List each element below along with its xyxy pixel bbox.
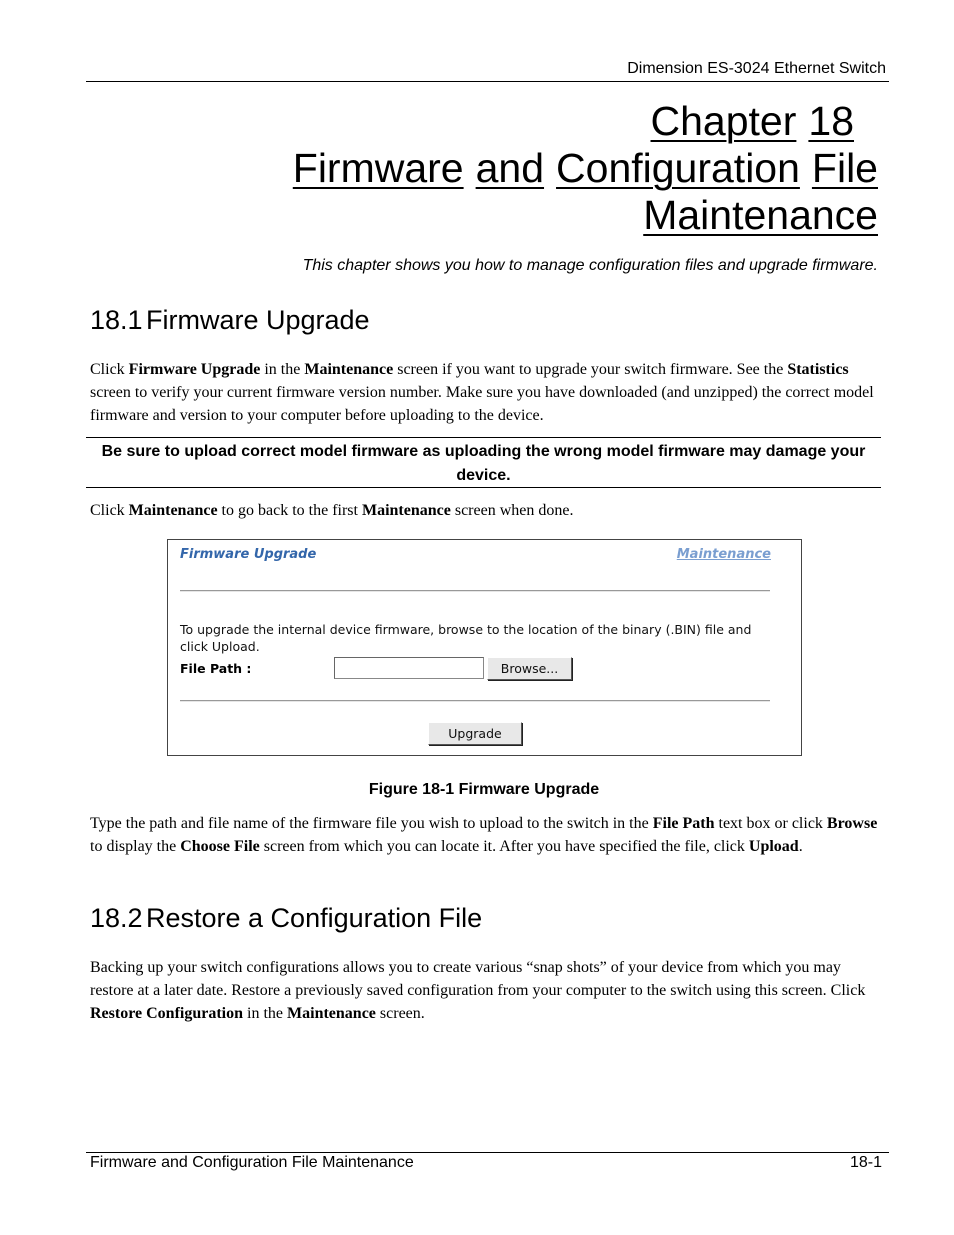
text-run: Click — [90, 361, 129, 378]
firmware-upgrade-screenshot — [167, 539, 802, 756]
text-run: in the — [243, 1005, 288, 1022]
bold-term: Browse — [826, 815, 878, 832]
text-run: screen. — [375, 1005, 425, 1022]
chapter-title-line-2 — [293, 145, 878, 191]
note-box — [86, 437, 881, 488]
section-heading-firmware-upgrade — [90, 305, 370, 336]
text-run: screen to verify your current firmware version number. Make sure you have downloaded (and unzipped) the correct model firmware and version to your computer before uploading to the device. — [90, 384, 874, 424]
section-heading-restore-configuration — [90, 903, 482, 934]
footer-page-number: 18-1 — [849, 1154, 882, 1171]
paragraph — [90, 358, 885, 427]
footer-rule — [86, 1152, 889, 1153]
bold-term: Restore Configuration — [90, 1005, 244, 1022]
bold-term: Maintenance — [128, 502, 218, 519]
chapter-title-word: and — [475, 145, 545, 191]
text-run: to go back to the first — [217, 502, 362, 519]
bold-term: Maintenance — [304, 361, 394, 378]
chapter-title-line-3 — [643, 192, 878, 238]
chapter-title-word: Firmware — [292, 145, 464, 191]
text-run: Click — [90, 502, 129, 519]
chapter-title — [258, 98, 878, 239]
chapter-word: Chapter — [650, 98, 797, 144]
text-run: screen if you want to upgrade your switch firmware. See the — [393, 361, 788, 378]
bold-term: File Path — [652, 815, 715, 832]
chapter-intro: This chapter shows you how to manage configuration files and upgrade firmware. — [302, 257, 878, 274]
text-run: Type the path and file name of the firmware file you wish to upload to the switch in the — [90, 815, 653, 832]
paragraph — [90, 956, 885, 1025]
bold-term: Firmware Upgrade — [128, 361, 261, 378]
text-run: in the — [260, 361, 305, 378]
header-rule — [86, 81, 889, 82]
chapter-number: 18 — [808, 98, 854, 144]
upgrade-button[interactable]: Upgrade — [428, 722, 522, 745]
bold-term: Statistics — [787, 361, 849, 378]
paragraph — [90, 499, 885, 522]
browse-button[interactable]: Browse... — [487, 657, 572, 680]
figure-caption: Figure 18-1 Firmware Upgrade — [368, 781, 600, 798]
file-path-input[interactable] — [334, 657, 484, 679]
panel-divider — [180, 590, 770, 592]
paragraph — [90, 812, 885, 858]
maintenance-link[interactable]: Maintenance — [676, 547, 771, 562]
section-title: Restore a Configuration File — [146, 903, 483, 933]
text-run: screen from which you can locate it. After you have specified the file, click — [259, 838, 749, 855]
note-text: Be sure to upload correct model firmware as uploading the wrong model firmware may damage your device. — [101, 443, 866, 484]
chapter-title-word: File — [811, 145, 878, 191]
text-run: screen when done. — [450, 502, 574, 519]
chapter-title-word: Maintenance — [643, 192, 878, 238]
bold-term: Choose File — [180, 838, 260, 855]
bold-term: Maintenance — [361, 502, 451, 519]
section-title: Firmware Upgrade — [146, 305, 370, 335]
panel-divider — [180, 700, 770, 702]
running-header: Dimension ES-3024 Ethernet Switch — [627, 60, 886, 77]
text-run: . — [798, 838, 803, 855]
chapter-title-word: Configuration — [556, 145, 800, 191]
text-run: to display the — [90, 838, 181, 855]
file-path-label: File Path : — [180, 661, 252, 676]
bold-term: Maintenance — [287, 1005, 376, 1022]
section-number: 18.1 — [90, 305, 143, 335]
chapter-title-line-1 — [651, 98, 878, 144]
section-number: 18.2 — [90, 903, 143, 933]
text-run: Backing up your switch configurations allows you to create various “snap shots” of your device from which you may restore at a later date. Restore a previously saved configuration from your computer to the switch using this screen. Click — [90, 959, 866, 999]
footer-chapter-name: Firmware and Configuration File Maintenance — [90, 1154, 414, 1171]
upgrade-description: To upgrade the internal device firmware, browse to the location of the binary (.BIN) file and click Upload. — [180, 622, 752, 654]
text-run: text box or click — [714, 815, 827, 832]
bold-term: Upload — [748, 838, 799, 855]
panel-title: Firmware Upgrade — [180, 547, 317, 562]
